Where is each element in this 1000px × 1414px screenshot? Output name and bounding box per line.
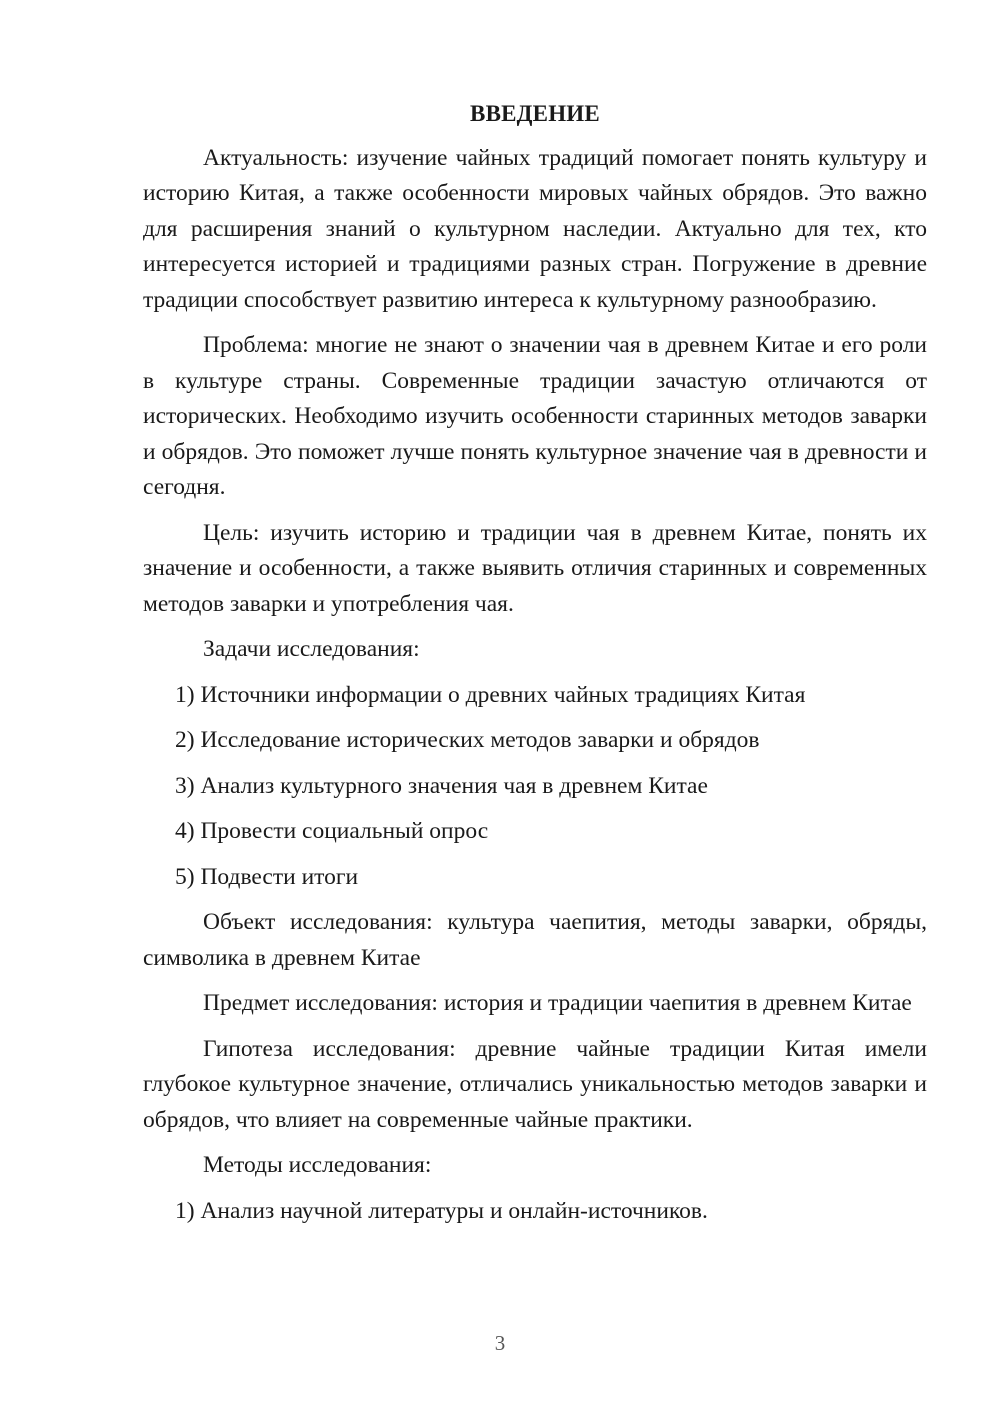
problem-paragraph: Проблема: многие не знают о значении чая в древнем Китае и его роли в культуре страны. Современные традиции зачастую отличаются от исторических. Необходимо изучить особенности старинных методов заварки и обрядов. Это поможет лучше понять культурное значение чая в древности и сегодня. — [143, 332, 927, 500]
object-paragraph: Объект исследования: культура чаепития, методы заварки, обряды, символика в древнем Китае — [143, 909, 927, 971]
task-item-1: 1) Источники информации о древних чайных традициях Китая — [175, 681, 806, 708]
tasks-list — [143, 678, 927, 896]
section-title: ВВЕДЕНИЕ — [470, 101, 600, 126]
task-item-5: 5) Подвести итоги — [175, 863, 359, 890]
goal-paragraph: Цель: изучить историю и традиции чая в древнем Китае, понять их значение и особенности, а также выявить отличия старинных и современных методов заварки и употребления чая. — [143, 519, 927, 617]
task-item-4: 4) Провести социальный опрос — [175, 818, 489, 844]
subject-paragraph: Предмет исследования: история и традиции чаепития в древнем Китае — [203, 990, 912, 1016]
document-page — [143, 96, 927, 1239]
page-number: 3 — [494, 1331, 506, 1355]
task-item-2: 2) Исследование исторических методов заварки и обрядов — [175, 727, 760, 753]
tasks-heading: Задачи исследования: — [203, 636, 420, 662]
hypothesis-paragraph: Гипотеза исследования: древние чайные традиции Китая имели глубокое культурное значение, отличались уникальностью методов заварки и обрядов, что влияет на современные чайные практики. — [143, 1035, 927, 1133]
methods-heading: Методы исследования: — [203, 1152, 432, 1178]
method-item-1: 1) Анализ научной литературы и онлайн-источников. — [175, 1197, 708, 1224]
task-item-3: 3) Анализ культурного значения чая в древнем Китае — [175, 772, 708, 799]
relevance-paragraph: Актуальность: изучение чайных традиций помогает понять культуру и историю Китая, а также особенности мировых чайных обрядов. Это важно для расширения знаний о культурном наследии. Актуально для тех, кто интересуется историей и традициями разных стран. Погружение в древние традиции способствует развитию интереса к культурному разнообразию. — [143, 144, 927, 313]
methods-list — [143, 1194, 927, 1230]
